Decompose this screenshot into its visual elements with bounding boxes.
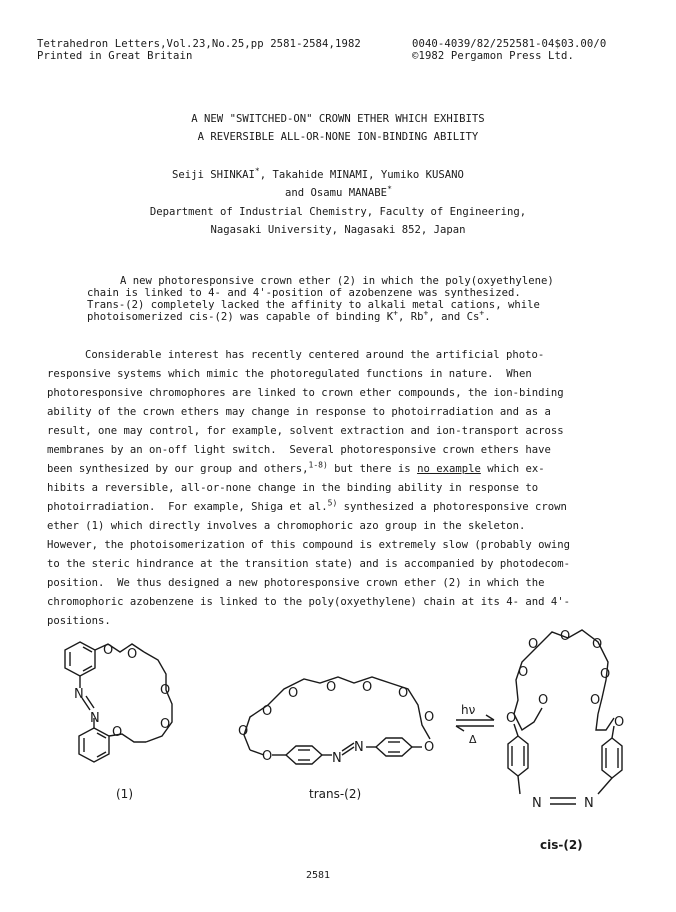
benzene-ring [376,738,412,756]
hv-label: hν [461,703,476,717]
body-text: photoirradiation. For example, Shiga et al. [47,501,328,513]
abstract-line-2: chain is linked to 4- and 4'-position of azobenzene was synthesized. [87,287,521,299]
reference: 5) [327,498,338,508]
ether-chain [596,714,614,730]
abstract-text: photoisomerized cis-(2) was capable of binding K [87,311,394,323]
body-line: position. We thus designed a new photoresponsive crown ether (2) in which the [47,577,545,589]
atom-o: O [160,717,171,732]
atom-o: O [160,683,171,698]
atom-n: N [74,687,84,702]
body-line: Considerable interest has recently centered around the artificial photo- [85,349,545,361]
body-line: positions. [47,615,111,627]
atom-o: O [424,740,435,755]
benzene-ring [508,736,528,776]
arrow-head [486,715,494,720]
author-manabe: and Osamu MANABE [285,187,388,199]
author-shinkai: Seiji SHINKAI [172,169,255,181]
body-line: photoresponsive chromophores are linked to crown ether compounds, the ion-binding [47,387,564,399]
azo-bond [342,747,354,755]
corresponding-mark: * [254,166,260,176]
abstract-text: , Rb [397,311,424,323]
atom-o: O [614,715,625,730]
charge-plus: + [423,308,429,318]
charge-plus: + [393,308,398,318]
atom-o: O [518,665,529,680]
atom-o: O [398,686,409,701]
authors-rest: , Takahide MINAMI, Yumiko KUSANO [259,169,464,181]
emphasis: no example [417,463,481,475]
title-line-2: A REVERSIBLE ALL-OR-NONE ION-BINDING ABILITY [197,131,479,143]
bond [518,776,520,794]
body-line [47,460,545,479]
body-line: ether (1) which directly involves a chromophoric azo group in the skeleton. [47,520,526,532]
atom-o: O [326,680,337,695]
atom-o: O [112,725,123,740]
label-cis-2: cis-(2) [540,838,583,852]
atom-n: N [532,796,542,811]
body-line: result, one may control, for example, solvent extraction and ion-transport across [47,425,564,437]
abstract-line-1: A new photoresponsive crown ether (2) in which the poly(oxyethylene) [120,275,554,287]
structure-cis-2 [494,618,644,823]
reference: 1-8) [308,460,328,470]
bond [598,778,612,794]
body-line [47,498,567,517]
label-compound-1: (1) [116,787,133,801]
equilibrium-arrow [450,700,500,748]
atom-o: O [127,647,138,662]
atom-o: O [103,643,114,658]
structure-trans-2 [238,655,448,770]
body-text: been synthesized by our group and others, [47,463,309,475]
atom-n: N [332,751,342,766]
atom-o: O [590,693,601,708]
abstract-line-3: Trans-(2) completely lacked the affinity to alkali metal cations, while [87,299,540,311]
body-line: However, the photoisomerization of this compound is extremely slow (probably owing [47,539,570,551]
azo-bond [342,743,354,751]
atom-o: O [262,749,273,764]
abstract-line-4 [87,308,491,323]
article-code: 0040-4039/82/252581-04$03.00/0 [412,38,607,50]
charge-plus: + [479,308,485,318]
body-text: which ex- [480,463,545,475]
body-text: but there is [327,463,418,475]
atom-o: O [592,637,603,652]
body-line: responsive systems which mimic the photoregulated functions in nature. When [47,368,532,380]
atom-o: O [288,686,299,701]
benzene-ring [602,738,622,778]
benzene-ring [286,746,322,764]
atom-o: O [600,667,611,682]
body-line: to the steric hindrance at the transition state) and is accompanied by photodecom- [47,558,570,570]
body-line: chromophoric azobenzene is linked to the poly(oxyethylene) chain at its 4- and 4'- [47,596,570,608]
printed-in: Printed in Great Britain [37,50,193,62]
abstract-text: . [484,311,491,323]
affiliation-line-2: Nagasaki University, Nagasaki 852, Japan [210,224,466,236]
delta-label: Δ [469,733,477,746]
atom-o: O [362,680,373,695]
atom-n: N [90,711,100,726]
journal-citation: Tetrahedron Letters,Vol.23,No.25,pp 2581-2584,1982 [37,38,361,50]
body-line: ability of the crown ethers may change in response to photoirradiation and as a [47,406,551,418]
atom-o: O [238,724,249,739]
authors-line-2 [285,185,392,201]
structure-1 [50,630,220,780]
affiliation-line-1: Department of Industrial Chemistry, Faculty of Engineering, [149,206,527,218]
body-line: membranes by an on-off light switch. Several photoresponsive crown ethers have [47,444,551,456]
corresponding-mark: * [387,184,392,194]
atom-o: O [506,711,517,726]
authors-line-1 [172,167,464,183]
copyright: ©1982 Pergamon Press Ltd. [412,50,574,62]
body-line: hibits a reversible, all-or-none change in the binding ability in response to [47,482,539,494]
atom-n: N [584,796,594,811]
abstract-text: , and Cs [428,311,480,323]
atom-o: O [528,637,539,652]
atom-o: O [538,693,549,708]
atom-o: O [424,710,435,725]
atom-n: N [354,740,364,755]
arrow-head [456,726,464,731]
title-line-1: A NEW "SWITCHED-ON" CROWN ETHER WHICH EXHIBITS [191,113,485,125]
atom-o: O [560,629,571,644]
body-text: synthesized a photoresponsive crown [337,501,567,513]
page-number: 2581 [306,870,331,881]
atom-o: O [262,704,273,719]
label-trans-2: trans-(2) [309,787,362,801]
ether-chain [514,708,542,730]
